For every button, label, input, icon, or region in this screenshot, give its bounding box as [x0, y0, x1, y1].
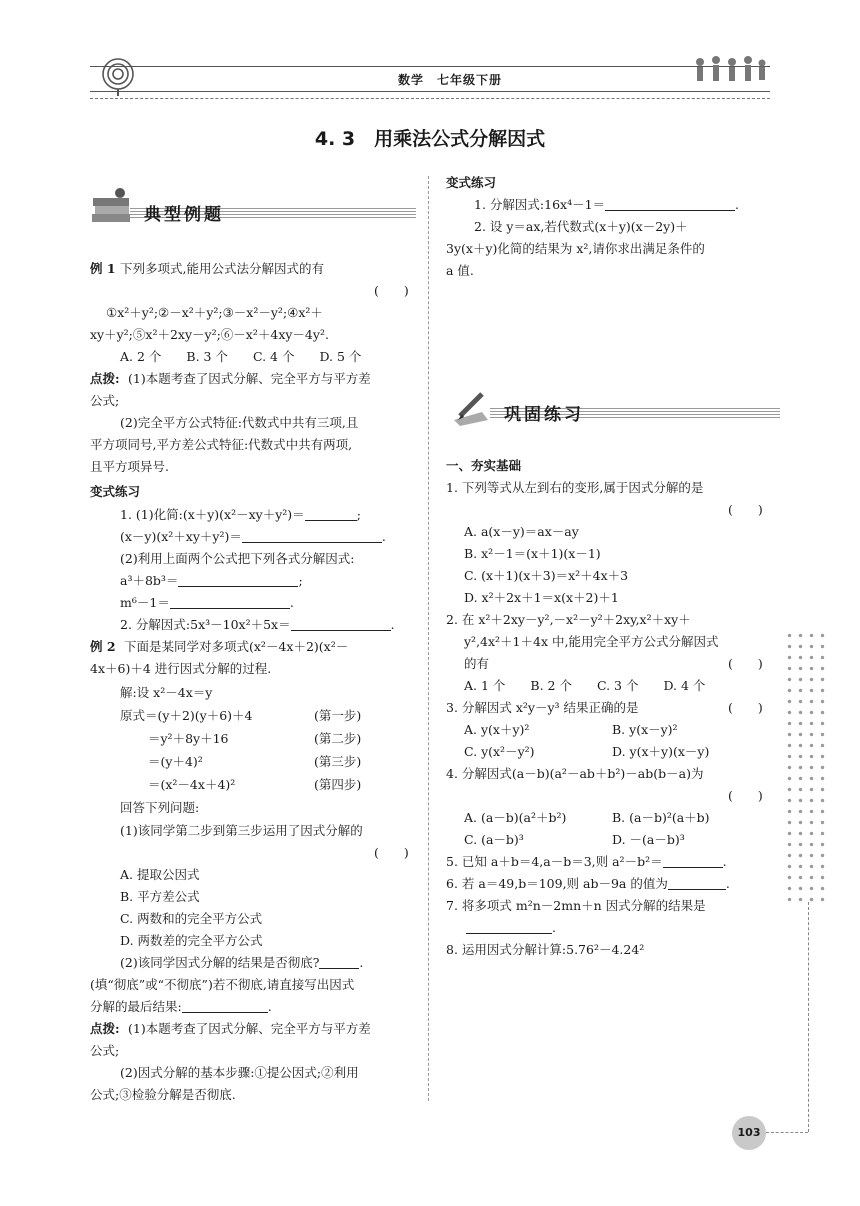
problem-4-b: B. (a－b)²(a＋b)	[612, 810, 710, 825]
problem-1-d: D. x²＋2x＋1＝x(x＋2)＋1	[464, 590, 619, 605]
example-1-choices: A. 2 个 B. 3 个 C. 4 个 D. 5 个	[120, 349, 362, 364]
question-1-choice-b: B. 平方差公式	[120, 889, 200, 904]
pencil-paper-icon	[450, 390, 494, 426]
example-1-text: 下列多项式,能用公式法分解因式的有	[120, 261, 324, 276]
variation-1-e: m⁶－1＝ .	[120, 595, 294, 610]
example-1-items-2: xy＋y²;⑤x²＋2xy－y²;⑥－x²＋4xy－4y².	[90, 327, 329, 342]
problem-7-line-1: 7. 将多项式 m²n－2mn＋n 因式分解的结果是	[446, 898, 706, 913]
step-2-label: (第二步)	[314, 731, 362, 746]
consolidation-title: 巩固练习	[504, 405, 584, 425]
books-icon	[90, 188, 134, 226]
typical-examples-title: 典型例题	[144, 205, 224, 225]
step-4-label: (第四步)	[314, 777, 362, 792]
hint-1-line-4: 平方项同号,平方差公式特征:代数式中共有两项,	[90, 437, 353, 452]
hint-label: 点拨:	[90, 371, 120, 386]
column-divider	[428, 176, 429, 1101]
question-1-choice-c: C. 两数和的完全平方公式	[120, 911, 263, 926]
variation-practice-label: 变式练习	[90, 484, 141, 499]
solution-step-2: ＝y²＋8y＋16	[148, 731, 229, 746]
problem-4-d: D. －(a－b)³	[612, 832, 685, 847]
variation-1-d: a³＋8b³＝ ;	[120, 573, 303, 588]
hint-1-line-3: (2)完全平方公式特征:代数式中共有三项,且	[120, 415, 359, 430]
question-1-paren: ( )	[374, 845, 409, 860]
hint-2-line-2: 公式;	[90, 1043, 120, 1058]
section-basic: 一、夯实基础	[446, 458, 522, 473]
hint-1-line-5: 且平方项异号.	[90, 459, 169, 474]
problem-6: 6. 若 a＝49,b＝109,则 ab－9a 的值为 .	[446, 876, 730, 891]
solution-step-4: ＝(x²－4x＋4)²	[148, 777, 236, 792]
hint-2-label: 点拨:	[90, 1021, 120, 1036]
problem-1: 1. 下列等式从左到右的变形,属于因式分解的是	[446, 480, 704, 495]
question-1-choice-d: D. 两数差的完全平方公式	[120, 933, 263, 948]
hint-1-line-2: 公式;	[90, 393, 120, 408]
variation-1-c: (2)利用上面两个公式把下列各式分解因式:	[120, 551, 355, 566]
problem-4-c: C. (a－b)³	[464, 832, 524, 847]
problem-1-b: B. x²－1＝(x＋1)(x－1)	[464, 546, 601, 561]
header-rule	[90, 98, 770, 99]
example-1-items-1: ①x²＋y²;②－x²＋y²;③－x²－y²;④x²＋	[106, 305, 323, 320]
solution-step-1: 原式＝(y＋2)(y＋6)＋4	[120, 708, 253, 723]
problem-2-choices: A. 1 个 B. 2 个 C. 3 个 D. 4 个	[464, 678, 706, 693]
problem-4: 4. 分解因式(a－b)(a²－ab＋b²)－ab(b－a)为	[446, 766, 704, 781]
typical-examples-banner	[90, 198, 416, 224]
footer-vertical-rule	[808, 902, 809, 1132]
problem-8: 8. 运用因式分解计算:5.76²－4.24²	[446, 942, 645, 957]
problem-2-line-1: 2. 在 x²＋2xy－y²,－x²－y²＋2xy,x²＋xy＋	[446, 612, 691, 627]
hint-1-line-1: (1)本题考查了因式分解、完全平方与平方差	[128, 371, 371, 386]
step-3-label: (第三步)	[314, 754, 362, 769]
hint-2-line-1: (1)本题考查了因式分解、完全平方与平方差	[128, 1021, 371, 1036]
solution-step-3: ＝(y＋4)²	[148, 754, 203, 769]
spiral-logo-icon	[96, 52, 140, 96]
step-1-label: (第一步)	[314, 708, 362, 723]
example-1-label: 例 1	[90, 261, 116, 276]
hint-2-line-4: 公式;③检验分解是否彻底.	[90, 1087, 236, 1102]
example-2-line-1: 下面是某同学对多项式(x²－4x＋2)(x²－	[124, 639, 349, 654]
problem-2-paren: ( )	[728, 656, 763, 671]
variation-1-a: 1. (1)化简:(x＋y)(x²－xy＋y²)＝ ;	[120, 507, 361, 522]
people-figures-icon	[690, 52, 770, 92]
answer-prompt: 回答下列问题:	[120, 800, 200, 815]
problem-4-a: A. (a－b)(a²＋b²)	[464, 810, 567, 825]
question-1-choice-a: A. 提取公因式	[120, 867, 200, 882]
question-1: (1)该同学第二步到第三步运用了因式分解的	[120, 823, 363, 838]
variation-2: 2. 分解因式:5x³－10x²＋5x＝ .	[120, 617, 395, 632]
problem-3: 3. 分解因式 x²y－y³ 结果正确的是	[446, 700, 639, 715]
example-2-line-2: 4x＋6)＋4 进行因式分解的过程.	[90, 661, 272, 676]
problem-2-line-3: 的有	[464, 656, 490, 671]
right-variation-2-b: 3y(x＋y)化简的结果为 x²,请你求出满足条件的	[446, 241, 705, 256]
problem-3-d: D. y(x＋y)(x－y)	[612, 744, 710, 759]
question-2-line-2: (填“彻底”或“不彻底”)若不彻底,请直接写出因式	[90, 977, 355, 992]
problem-3-b: B. y(x－y)²	[612, 722, 678, 737]
right-variation-label: 变式练习	[446, 175, 497, 190]
problem-1-a: A. a(x－y)＝ax－ay	[464, 524, 579, 539]
solution-let: 解:设 x²－4x＝y	[120, 685, 213, 700]
page-number: 103	[732, 1116, 766, 1150]
problem-2-line-2: y²,4x²＋1＋4x 中,能用完全平方公式分解因式	[464, 634, 719, 649]
right-variation-2-a: 2. 设 y＝ax,若代数式(x＋y)(x－2y)＋	[474, 219, 688, 234]
problem-3-c: C. y(x²－y²)	[464, 744, 535, 759]
problem-5: 5. 已知 a＋b＝4,a－b＝3,则 a²－b²＝ .	[446, 854, 727, 869]
consolidation-banner	[450, 398, 780, 424]
header-text: 数学 七年级下册	[397, 73, 502, 87]
hint-2-line-3: (2)因式分解的基本步骤:①提公因式;②利用	[120, 1065, 359, 1080]
problem-1-c: C. (x＋1)(x＋3)＝x²＋4x＋3	[464, 568, 629, 583]
question-2-line-1: (2)该同学因式分解的结果是否彻底? .	[120, 955, 364, 970]
page-title: 4. 3 用乘法公式分解因式	[314, 128, 546, 150]
footer-horizontal-rule	[766, 1132, 808, 1133]
right-variation-2-c: a 值.	[446, 263, 474, 278]
variation-1-b: (x－y)(x²＋xy＋y²)＝ .	[120, 529, 386, 544]
question-2-line-3: 分解的最后结果: .	[90, 999, 272, 1014]
example-2-label: 例 2	[90, 639, 116, 654]
problem-3-a: A. y(x＋y)²	[464, 722, 530, 737]
problem-4-paren: ( )	[728, 788, 763, 803]
right-variation-1: 1. 分解因式:16x⁴－1＝ .	[474, 197, 740, 212]
problem-1-paren: ( )	[728, 502, 763, 517]
answer-paren: ( )	[374, 283, 409, 298]
problem-7-line-2: .	[466, 918, 556, 937]
problem-3-paren: ( )	[728, 700, 763, 715]
dot-pattern	[784, 630, 830, 902]
